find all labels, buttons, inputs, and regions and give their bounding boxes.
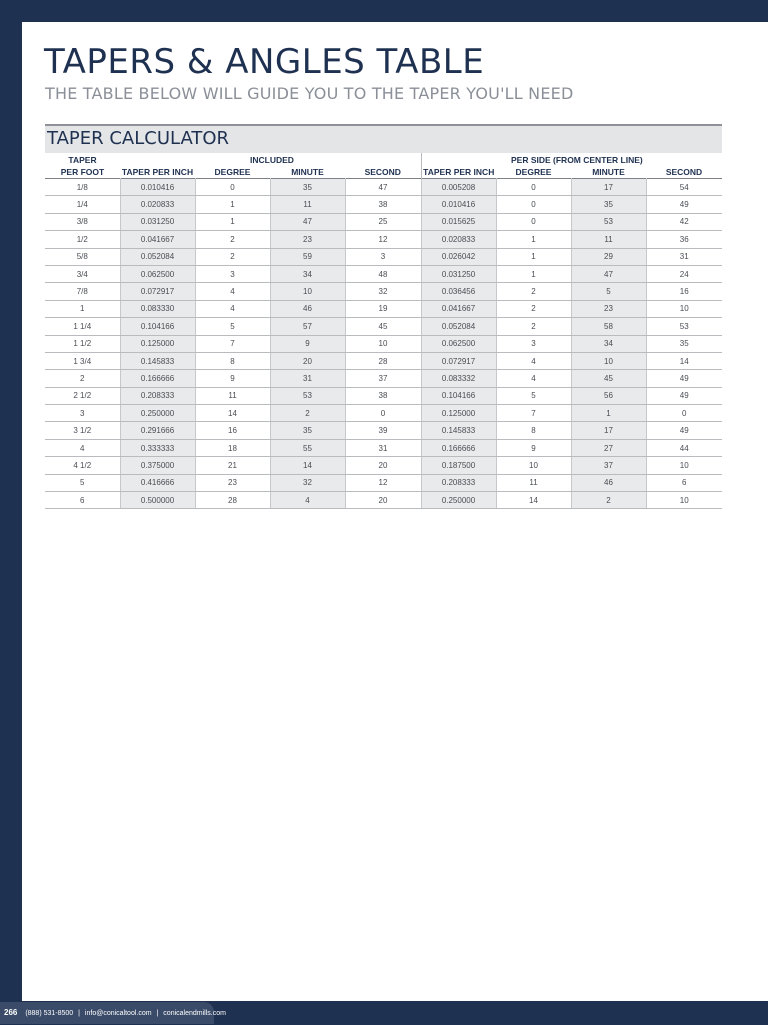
table-cell: 14 xyxy=(646,352,722,369)
table-cell: 0.031250 xyxy=(421,265,496,282)
table-cell: 44 xyxy=(646,439,722,456)
table-cell: 35 xyxy=(571,196,646,213)
table-cell: 11 xyxy=(270,196,345,213)
table-cell: 0.500000 xyxy=(120,492,195,509)
table-cell: 3 xyxy=(496,335,571,352)
table-row xyxy=(45,457,722,474)
table-cell: 3 xyxy=(345,248,421,265)
col-header-minute: MINUTE xyxy=(291,167,324,177)
table-cell: 17 xyxy=(571,179,646,196)
page-title: TAPERS & ANGLES TABLE xyxy=(44,42,485,82)
table-row xyxy=(45,439,722,456)
table-cell: 0 xyxy=(496,196,571,213)
table-cell: 1 xyxy=(195,213,270,230)
table-cell: 1 1/2 xyxy=(45,335,120,352)
table-cell: 10 xyxy=(646,492,722,509)
table-cell: 10 xyxy=(646,300,722,317)
table-cell: 2 xyxy=(45,370,120,387)
group-header-included: INCLUDED xyxy=(250,155,294,165)
table-cell: 19 xyxy=(345,300,421,317)
table-cell: 37 xyxy=(345,370,421,387)
col-header-ps-minute: MINUTE xyxy=(592,167,625,177)
table-cell: 0.072917 xyxy=(421,352,496,369)
table-cell: 34 xyxy=(270,265,345,282)
table-cell: 5 xyxy=(195,318,270,335)
table-cell: 2 xyxy=(195,231,270,248)
table-cell: 20 xyxy=(345,492,421,509)
table-cell: 0.010416 xyxy=(120,179,195,196)
table-cell: 29 xyxy=(571,248,646,265)
table-cell: 47 xyxy=(571,265,646,282)
table-cell: 0.052084 xyxy=(120,248,195,265)
table-cell: 0.020833 xyxy=(421,231,496,248)
table-cell: 0.041667 xyxy=(421,300,496,317)
table-cell: 4 xyxy=(496,352,571,369)
table-cell: 1/8 xyxy=(45,179,120,196)
table-row xyxy=(45,405,722,422)
table-cell: 0.187500 xyxy=(421,457,496,474)
table-cell: 0.416666 xyxy=(120,474,195,491)
footer-email: info@conicaltool.com xyxy=(84,1010,152,1017)
table-cell: 7 xyxy=(195,335,270,352)
table-cell: 1 xyxy=(571,405,646,422)
table-cell: 4 xyxy=(45,439,120,456)
footer xyxy=(0,1002,226,1024)
table-cell: 0.291666 xyxy=(120,422,195,439)
table-cell: 47 xyxy=(345,179,421,196)
table-cell: 54 xyxy=(646,179,722,196)
table-cell: 11 xyxy=(195,387,270,404)
table-row xyxy=(45,179,722,196)
table-cell: 1 xyxy=(496,265,571,282)
table-cell: 25 xyxy=(345,213,421,230)
table-cell: 0.125000 xyxy=(120,335,195,352)
table-cell: 0.145833 xyxy=(120,352,195,369)
table-cell: 28 xyxy=(195,492,270,509)
table-cell: 3 1/2 xyxy=(45,422,120,439)
table-cell: 9 xyxy=(270,335,345,352)
page xyxy=(22,22,768,1001)
page-number: 266 xyxy=(4,1008,18,1017)
table-cell: 31 xyxy=(646,248,722,265)
table-row xyxy=(45,248,722,265)
table-cell: 5 xyxy=(496,387,571,404)
table-cell: 0 xyxy=(496,213,571,230)
table-cell: 0.250000 xyxy=(120,405,195,422)
footer-phone: (888) 531-8500 xyxy=(25,1010,74,1017)
table-cell: 4 1/2 xyxy=(45,457,120,474)
table-cell: 0.010416 xyxy=(421,196,496,213)
table-cell: 3/8 xyxy=(45,213,120,230)
table-cell: 0 xyxy=(345,405,421,422)
table-row xyxy=(45,370,722,387)
table-cell: 45 xyxy=(571,370,646,387)
table-row xyxy=(45,474,722,491)
table-cell: 23 xyxy=(195,474,270,491)
table-cell: 7/8 xyxy=(45,283,120,300)
table-cell: 0.250000 xyxy=(421,492,496,509)
table-cell: 0.145833 xyxy=(421,422,496,439)
table-cell: 2 xyxy=(571,492,646,509)
table-cell: 1/2 xyxy=(45,231,120,248)
table-row xyxy=(45,352,722,369)
footer-website: conicalendmills.com xyxy=(163,1010,226,1017)
table-cell: 0 xyxy=(496,179,571,196)
table-cell: 27 xyxy=(571,439,646,456)
table-cell: 39 xyxy=(345,422,421,439)
table-row xyxy=(45,492,722,509)
table-cell: 0.036456 xyxy=(421,283,496,300)
table-cell: 2 xyxy=(496,300,571,317)
table-cell: 2 xyxy=(496,318,571,335)
table-cell: 5 xyxy=(571,283,646,300)
table-cell: 17 xyxy=(571,422,646,439)
table-cell: 0.062500 xyxy=(421,335,496,352)
table-cell: 4 xyxy=(496,370,571,387)
table-cell: 0.031250 xyxy=(120,213,195,230)
table-cell: 16 xyxy=(195,422,270,439)
table-cell: 31 xyxy=(345,439,421,456)
table-cell: 1 1/4 xyxy=(45,318,120,335)
table-cell: 23 xyxy=(571,300,646,317)
table-cell: 0.208333 xyxy=(421,474,496,491)
table-cell: 0.333333 xyxy=(120,439,195,456)
table-cell: 0.166666 xyxy=(421,439,496,456)
table-cell: 59 xyxy=(270,248,345,265)
table-cell: 45 xyxy=(345,318,421,335)
table-cell: 38 xyxy=(345,196,421,213)
table-cell: 10 xyxy=(571,352,646,369)
table-cell: 12 xyxy=(345,474,421,491)
table-cell: 46 xyxy=(270,300,345,317)
table-cell: 49 xyxy=(646,387,722,404)
table-cell: 0.005208 xyxy=(421,179,496,196)
table-cell: 5 xyxy=(45,474,120,491)
table-cell: 49 xyxy=(646,370,722,387)
table-cell: 14 xyxy=(195,405,270,422)
table-cell: 4 xyxy=(195,283,270,300)
table-cell: 0.052084 xyxy=(421,318,496,335)
col-header-ps-degree: DEGREE xyxy=(515,167,552,177)
table-cell: 0.104166 xyxy=(120,318,195,335)
table-cell: 3 xyxy=(45,405,120,422)
table-cell: 0.026042 xyxy=(421,248,496,265)
table-cell: 58 xyxy=(571,318,646,335)
table-cell: 3/4 xyxy=(45,265,120,282)
table-cell: 10 xyxy=(270,283,345,300)
table-cell: 11 xyxy=(571,231,646,248)
table-cell: 38 xyxy=(345,387,421,404)
table-cell: 56 xyxy=(571,387,646,404)
table-cell: 49 xyxy=(646,196,722,213)
table-cell: 10 xyxy=(496,457,571,474)
table-cell: 14 xyxy=(270,457,345,474)
table-row xyxy=(45,300,722,317)
col-header-second: SECOND xyxy=(364,167,401,177)
table-cell: 8 xyxy=(195,352,270,369)
table-cell: 0.375000 xyxy=(120,457,195,474)
table-cell: 1 3/4 xyxy=(45,352,120,369)
taper-table xyxy=(45,153,722,509)
page-subtitle: THE TABLE BELOW WILL GUIDE YOU TO THE TAPER YOU'LL NEED xyxy=(45,84,574,103)
table-cell: 20 xyxy=(270,352,345,369)
table-cell: 49 xyxy=(646,422,722,439)
table-cell: 5/8 xyxy=(45,248,120,265)
table-cell: 3 xyxy=(195,265,270,282)
table-cell: 0.015625 xyxy=(421,213,496,230)
table-cell: 2 xyxy=(195,248,270,265)
table-cell: 0.062500 xyxy=(120,265,195,282)
col-header-taper-per-foot-2: PER FOOT xyxy=(60,167,105,177)
col-header-ps-taper-per-inch: TAPER PER INCH xyxy=(421,165,496,179)
table-cell: 0.041667 xyxy=(120,231,195,248)
taper-table-body xyxy=(45,179,722,509)
table-cell: 1 xyxy=(496,248,571,265)
table-cell: 21 xyxy=(195,457,270,474)
table-cell: 48 xyxy=(345,265,421,282)
table-cell: 4 xyxy=(195,300,270,317)
table-cell: 46 xyxy=(571,474,646,491)
table-cell: 0 xyxy=(195,179,270,196)
table-cell: 34 xyxy=(571,335,646,352)
group-header-per-side: PER SIDE (FROM CENTER LINE) xyxy=(511,155,643,165)
table-cell: 53 xyxy=(646,318,722,335)
table-cell: 32 xyxy=(270,474,345,491)
table-cell: 35 xyxy=(646,335,722,352)
col-header-taper-per-foot-1: TAPER xyxy=(68,155,97,165)
footer-separator: | xyxy=(78,1010,80,1017)
table-cell: 7 xyxy=(496,405,571,422)
table-cell: 1 xyxy=(195,196,270,213)
table-cell: 4 xyxy=(270,492,345,509)
table-cell: 32 xyxy=(345,283,421,300)
table-cell: 14 xyxy=(496,492,571,509)
table-row xyxy=(45,265,722,282)
table-cell: 1/4 xyxy=(45,196,120,213)
table-cell: 53 xyxy=(571,213,646,230)
col-header-taper-per-inch: TAPER PER INCH xyxy=(121,167,194,177)
table-cell: 35 xyxy=(270,422,345,439)
table-cell: 47 xyxy=(270,213,345,230)
table-cell: 9 xyxy=(195,370,270,387)
table-cell: 23 xyxy=(270,231,345,248)
table-cell: 0.166666 xyxy=(120,370,195,387)
table-cell: 0.083332 xyxy=(421,370,496,387)
taper-calculator-title: TAPER CALCULATOR xyxy=(47,128,230,149)
table-cell: 9 xyxy=(496,439,571,456)
table-cell: 55 xyxy=(270,439,345,456)
table-cell: 6 xyxy=(646,474,722,491)
table-cell: 0 xyxy=(646,405,722,422)
table-cell: 11 xyxy=(496,474,571,491)
table-cell: 0.125000 xyxy=(421,405,496,422)
table-cell: 2 xyxy=(496,283,571,300)
table-cell: 0.208333 xyxy=(120,387,195,404)
table-cell: 35 xyxy=(270,179,345,196)
table-cell: 0.104166 xyxy=(421,387,496,404)
table-row xyxy=(45,318,722,335)
table-cell: 0.083330 xyxy=(120,300,195,317)
table-row xyxy=(45,335,722,352)
table-cell: 8 xyxy=(496,422,571,439)
table-cell: 2 1/2 xyxy=(45,387,120,404)
table-cell: 57 xyxy=(270,318,345,335)
table-cell: 10 xyxy=(345,335,421,352)
table-cell: 24 xyxy=(646,265,722,282)
table-cell: 18 xyxy=(195,439,270,456)
footer-separator: | xyxy=(156,1010,159,1017)
table-cell: 53 xyxy=(270,387,345,404)
table-cell: 20 xyxy=(345,457,421,474)
table-row xyxy=(45,387,722,404)
table-row xyxy=(45,231,722,248)
table-cell: 36 xyxy=(646,231,722,248)
table-cell: 37 xyxy=(571,457,646,474)
table-cell: 2 xyxy=(270,405,345,422)
table-cell: 1 xyxy=(496,231,571,248)
taper-calculator-header xyxy=(45,124,722,153)
table-row xyxy=(45,283,722,300)
table-cell: 6 xyxy=(45,492,120,509)
table-row xyxy=(45,196,722,213)
table-cell: 16 xyxy=(646,283,722,300)
table-cell: 31 xyxy=(270,370,345,387)
table-row xyxy=(45,422,722,439)
table-cell: 10 xyxy=(646,457,722,474)
table-cell: 0.020833 xyxy=(120,196,195,213)
table-cell: 28 xyxy=(345,352,421,369)
table-row xyxy=(45,213,722,230)
col-header-degree: DEGREE xyxy=(214,167,251,177)
table-cell: 0.072917 xyxy=(120,283,195,300)
table-cell: 12 xyxy=(345,231,421,248)
col-header-ps-second: SECOND xyxy=(665,167,703,177)
table-cell: 42 xyxy=(646,213,722,230)
table-cell: 1 xyxy=(45,300,120,317)
